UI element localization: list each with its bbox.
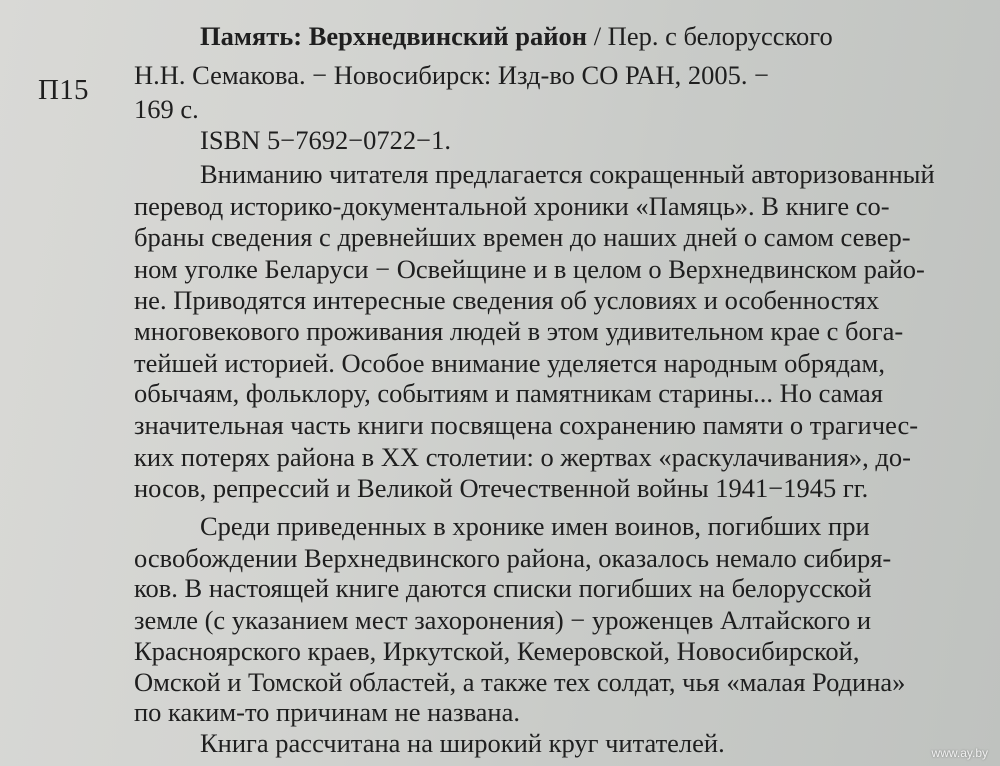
abstract-line: Омской и Томской областей, а также тех солдат, чья «малая Родина» xyxy=(134,666,906,697)
abstract-line: браны сведения с древнейших времен до наших дней о самом север- xyxy=(134,221,911,252)
abstract-line: многовекового проживания людей в этом удивительном крае с бога- xyxy=(134,316,904,347)
catalog-code: П15 xyxy=(38,74,89,106)
abstract-line: ном уголке Беларуси − Освейщине и в целом о Верхнедвинском райо- xyxy=(134,253,925,284)
abstract-line: Красноярского краев, Иркутской, Кемеровской, Новосибирской, xyxy=(134,635,860,666)
watermark: www.ay.by xyxy=(931,746,988,760)
abstract-line: по каким-то причинам не названа. xyxy=(134,697,520,728)
abstract-line: обычаям, фольклору, событиям и памятникам старины... Но самая xyxy=(134,378,883,409)
abstract-line: освобождении Верхнедвинского района, оказалось немало сибиря- xyxy=(134,542,892,573)
abstract-line: тейшей историей. Особое внимание уделяется народным обрядам, xyxy=(134,347,885,378)
record-line-3: 169 с. xyxy=(134,94,199,125)
abstract-line: перевод историко-документальной хроники «Памяць». В книге со- xyxy=(134,191,890,222)
record-line-2: Н.Н. Семакова. − Новосибирск: Изд-во СО РАН, 2005. − xyxy=(134,59,770,90)
abstract-line: значительная часть книги посвящена сохранению памяти о трагичес- xyxy=(134,410,919,441)
translation-note: / Пер. с белорусского xyxy=(587,21,833,52)
abstract-line: Вниманию читателя предлагается сокращенный авторизованный xyxy=(200,159,935,190)
abstract-line: Среди приведенных в хронике имен воинов, погибших при xyxy=(200,510,870,541)
abstract-line: ких потерях района в XX столетии: о жертвах «раскулачивания», до- xyxy=(134,441,911,472)
record-line-1 xyxy=(200,19,833,53)
abstract-line: земле (с указанием мест захоронения) − уроженцев Алтайского и xyxy=(134,605,872,636)
abstract-closing-line: Книга рассчитана на широкий круг читателей. xyxy=(200,728,725,758)
abstract-line: ков. В настоящей книге даются списки погибших на белорусской xyxy=(134,573,872,604)
book-title: Память: Верхнедвинский район xyxy=(200,21,588,52)
abstract-line: носов, репрессий и Великой Отечественной войны 1941−1945 гг. xyxy=(134,472,869,503)
isbn: ISBN 5−7692−0722−1. xyxy=(200,124,451,155)
abstract-line: не. Приводятся интересные сведения об условиях и особенностях xyxy=(134,285,880,316)
